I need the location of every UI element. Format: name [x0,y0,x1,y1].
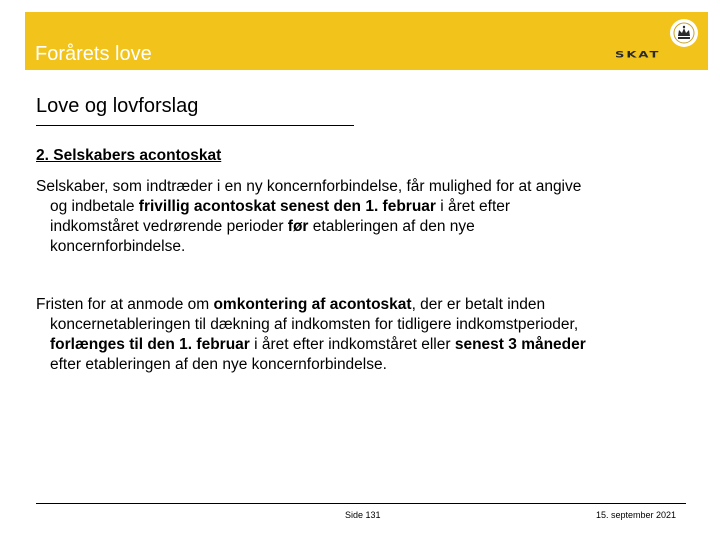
paragraph-1 [36,177,686,257]
emphasis-text: før [287,218,309,235]
skat-logo [615,18,695,66]
title-divider [36,125,354,126]
page-number: Side 131 [345,510,381,520]
paragraph-2-line-1: Fristen for at anmode om omkontering af acontoskat, der er betalt inden [36,296,546,313]
footer-date: 15. september 2021 [596,510,677,520]
header-banner [25,12,708,70]
paragraph-2-line-3: forlænges til den 1. februar i året efter indkomståret eller senest 3 måneder [50,336,586,353]
paragraph-1-line-4: koncernforbindelse. [50,238,186,255]
paragraph-1-line-3: indkomståret vedrørende perioder før etableringen af den nye [50,218,475,235]
paragraph-1-line-2: og indbetale frivillig acontoskat senest den 1. februar i året efter [50,198,511,215]
emphasis-text: forlænges til den 1. februar [50,336,250,353]
topic-heading: 2. Selskabers acontoskat [36,147,222,164]
crown-icon [670,19,698,47]
emphasis-text: frivillig acontoskat senest den 1. februar [138,198,436,215]
emphasis-text: omkontering af acontoskat [213,296,412,313]
paragraph-2-line-4: efter etableringen af den nye koncernforbindelse. [50,356,387,373]
paragraph-2 [36,295,686,375]
paragraph-1-line-1: Selskaber, som indtræder i en ny koncernforbindelse, får mulighed for at angive [36,178,582,195]
paragraph-2-line-2: koncernetableringen til dækning af indkomsten for tidligere indkomstperioder, [50,316,579,333]
logo-wordmark: SKAT [615,50,661,61]
section-title: Love og lovforslag [36,95,199,117]
footer-divider [36,503,686,504]
presentation-title: Forårets love [35,43,152,65]
emphasis-text: senest 3 måneder [454,336,586,353]
